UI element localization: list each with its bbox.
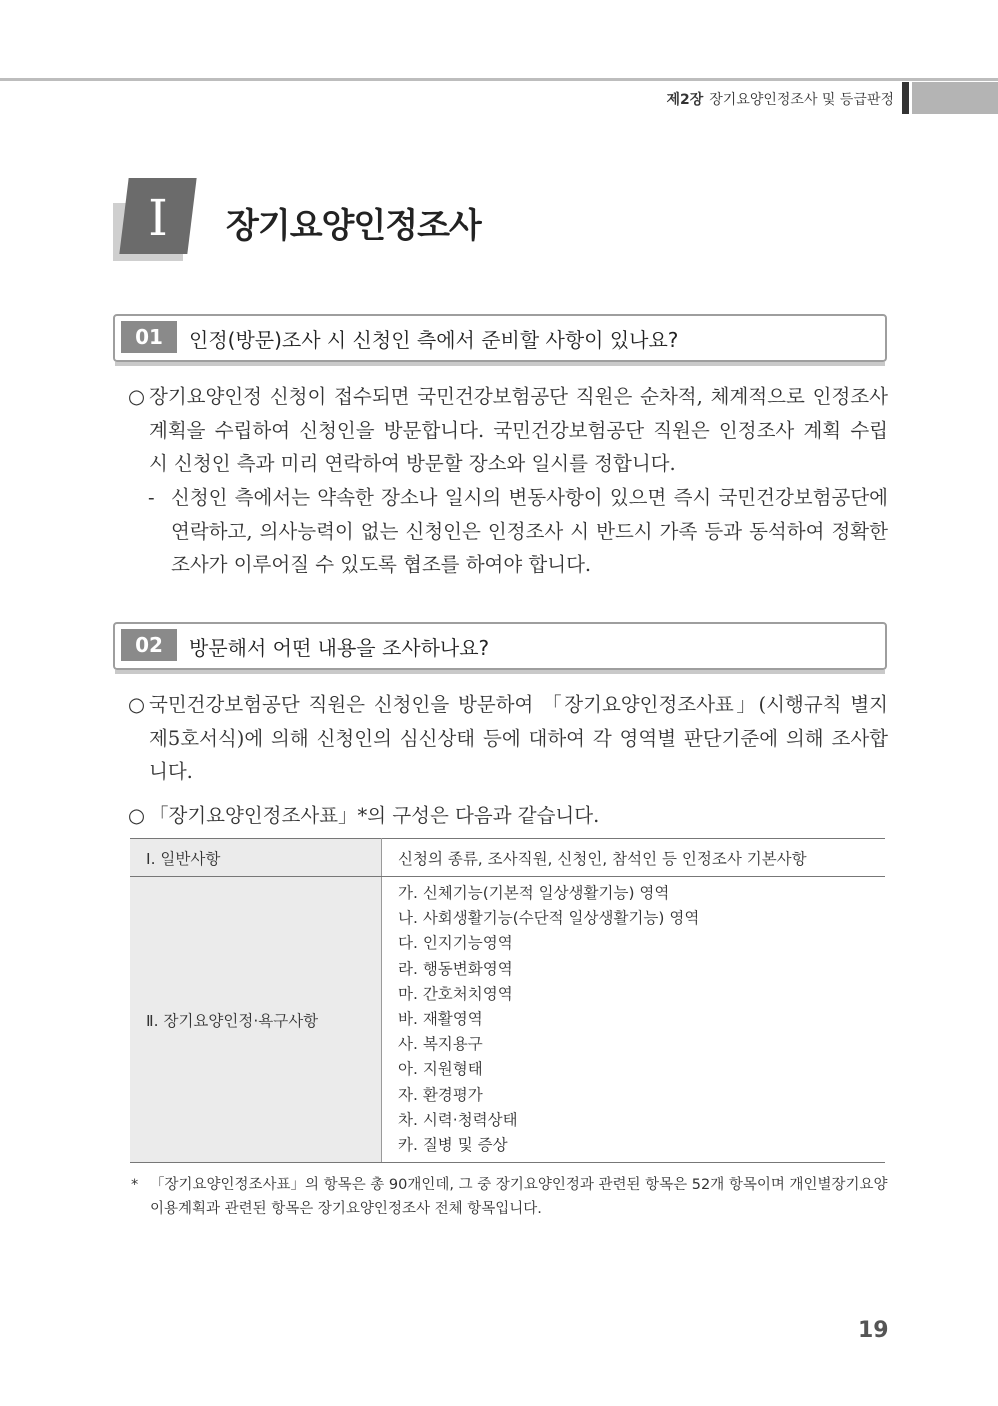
q1-paragraph	[128, 380, 888, 481]
list-item: 아. 지원형태	[398, 1060, 483, 1079]
table-row-items	[382, 877, 886, 1163]
list-item: 다. 인지기능영역	[398, 934, 513, 953]
circle-bullet-icon: ○	[128, 804, 146, 827]
footnote	[131, 1173, 891, 1221]
top-rule	[0, 78, 998, 81]
list-item: 자. 환경평가	[398, 1085, 483, 1104]
table-row-value: 신청의 종류, 조사직원, 신청인, 참석인 등 인정조사 기본사항	[382, 839, 886, 877]
page-number: 19	[858, 1318, 889, 1343]
q1-sub-paragraph-text: 신청인 측에서는 약속한 장소나 일시의 변동사항이 있으면 즉시 국민건강보험공단에 연락하고, 의사능력이 없는 신청인은 인정조사 시 반드시 가족 등과 동석하여 정확한 조사가 이루어질 수 있도록 협조를 하여야 합니다.	[171, 486, 888, 576]
table-row-label: Ⅰ. 일반사항	[130, 839, 382, 877]
question-box-01	[113, 314, 887, 362]
q1-sub-paragraph	[148, 481, 888, 582]
survey-composition-table	[130, 838, 885, 1163]
list-item: 바. 재활영역	[398, 1010, 483, 1029]
dash-bullet: -	[148, 486, 155, 509]
list-item: 카. 질병 및 증상	[398, 1136, 508, 1155]
q2-paragraph-1	[128, 688, 888, 789]
footnote-marker: *	[131, 1177, 139, 1193]
list-item: 사. 복지용구	[398, 1035, 483, 1054]
question-box-02	[113, 622, 887, 670]
running-head	[666, 89, 894, 109]
list-item: 차. 시력·청력상태	[398, 1110, 518, 1129]
q1-paragraph-text: 장기요양인정 신청이 접수되면 국민건강보험공단 직원은 순차적, 체계적으로 인정조사 계획을 수립하여 신청인을 방문합니다. 국민건강보험공단 직원은 인정조사 계획 수립 시 신청인 측과 미리 연락하여 방문할 장소와 일시를 정합니다.	[149, 385, 888, 475]
table-row	[130, 877, 885, 1163]
q2-paragraph-2	[128, 799, 888, 833]
section-roman-numeral: I	[148, 189, 168, 247]
table-row	[130, 839, 885, 877]
question-text: 인정(방문)조사 시 신청인 측에서 준비할 사항이 있나요?	[189, 328, 679, 352]
header-bar-gray	[912, 82, 998, 114]
circle-bullet-icon: ○	[128, 385, 146, 408]
list-item: 가. 신체기능(기본적 일상생활기능) 영역	[398, 884, 670, 902]
question-text: 방문해서 어떤 내용을 조사하나요?	[189, 636, 490, 660]
question-number: 02	[121, 629, 177, 661]
list-item: 라. 행동변화영역	[398, 959, 513, 978]
circle-bullet-icon: ○	[128, 693, 146, 716]
q2-paragraph-2-text: 「장기요양인정조사표」*의 구성은 다음과 같습니다.	[149, 804, 600, 827]
header-bar-dark	[902, 82, 909, 114]
chapter-label: 제2장	[666, 92, 704, 108]
list-item: 마. 간호처치영역	[398, 984, 513, 1003]
q2-paragraph-1-text: 국민건강보험공단 직원은 신청인을 방문하여 「장기요양인정조사표」(시행규칙 별지 제5호서식)에 의해 신청인의 심신상태 등에 대하여 각 영역별 판단기준에 의해 조사합니다.	[149, 693, 888, 783]
chapter-title: 장기요양인정조사 및 등급판정	[709, 92, 894, 108]
question-number: 01	[121, 321, 177, 353]
list-item: 나. 사회생활기능(수단적 일상생활기능) 영역	[398, 909, 700, 928]
table-row-label: Ⅱ. 장기요양인정·욕구사항	[130, 877, 382, 1163]
footnote-text: 「장기요양인정조사표」의 항목은 총 90개인데, 그 중 장기요양인정과 관련된 항목은 52개 항목이며 개인별장기요양이용계획과 관련된 항목은 장기요양인정조사 전체 항목입니다.	[150, 1177, 888, 1217]
section-title: 장기요양인정조사	[226, 206, 481, 246]
